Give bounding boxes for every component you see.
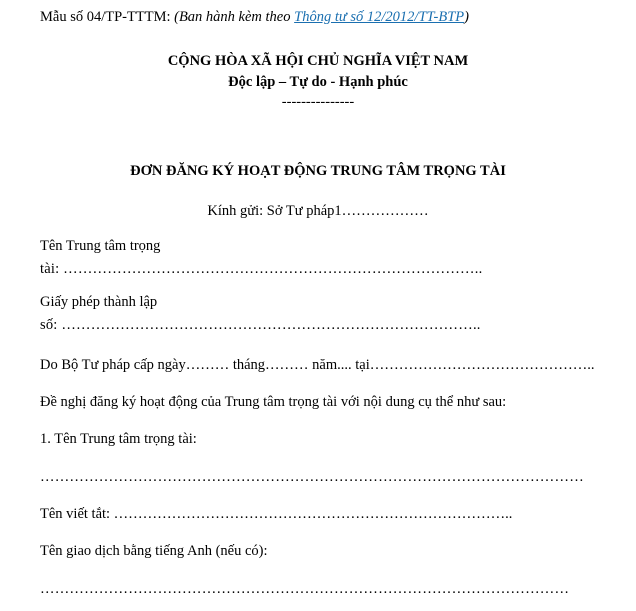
header-separator: --------------- (281, 94, 355, 110)
center-name-label: Tên Trung tâm trọng (40, 238, 161, 254)
center-name-field: tài: ………………………………………………………………………….. (40, 261, 483, 277)
national-motto: Độc lập – Tự do - Hạnh phúc (228, 74, 408, 90)
item1-center-name-label: 1. Tên Trung tâm trọng tài: (40, 431, 197, 447)
issued-by-line: Do Bộ Tư pháp cấp ngày……… tháng……… năm.... tại……………………………………….. (40, 357, 595, 373)
request-intro: Đề nghị đăng ký hoạt động của Trung tâm trọng tài với nội dung cụ thể như sau: (40, 394, 507, 410)
form-reference-line (40, 8, 469, 26)
english-name-label: Tên giao dịch bằng tiếng Anh (nếu có): (40, 543, 268, 559)
item1-center-name-field: ………………………………………………………………………………………………… (40, 469, 584, 485)
english-name-field: ……………………………………………………………………………………………… (40, 581, 570, 597)
document-title: ĐƠN ĐĂNG KÝ HOẠT ĐỘNG TRUNG TÂM TRỌNG TÀI (130, 163, 506, 179)
license-label: Giấy phép thành lập (40, 294, 158, 310)
form-number: Mẫu số 04/TP-TTTM: (40, 9, 175, 25)
country-name: CỘNG HÒA XÃ HỘI CHỦ NGHĨA VIỆT NAM (167, 53, 469, 69)
issued-prefix: (Ban hành kèm theo (174, 9, 295, 25)
license-number-field: số: ………………………………………………………………………….. (40, 317, 481, 333)
recipient-line: Kính gửi: Sở Tư pháp1……………… (207, 203, 429, 219)
circular-link[interactable]: Thông tư số 12/2012/TT-BTP (294, 9, 465, 25)
abbreviation-line: Tên viết tắt: ……………………………………………………………………….. (40, 506, 513, 522)
issued-suffix: ) (464, 9, 469, 25)
